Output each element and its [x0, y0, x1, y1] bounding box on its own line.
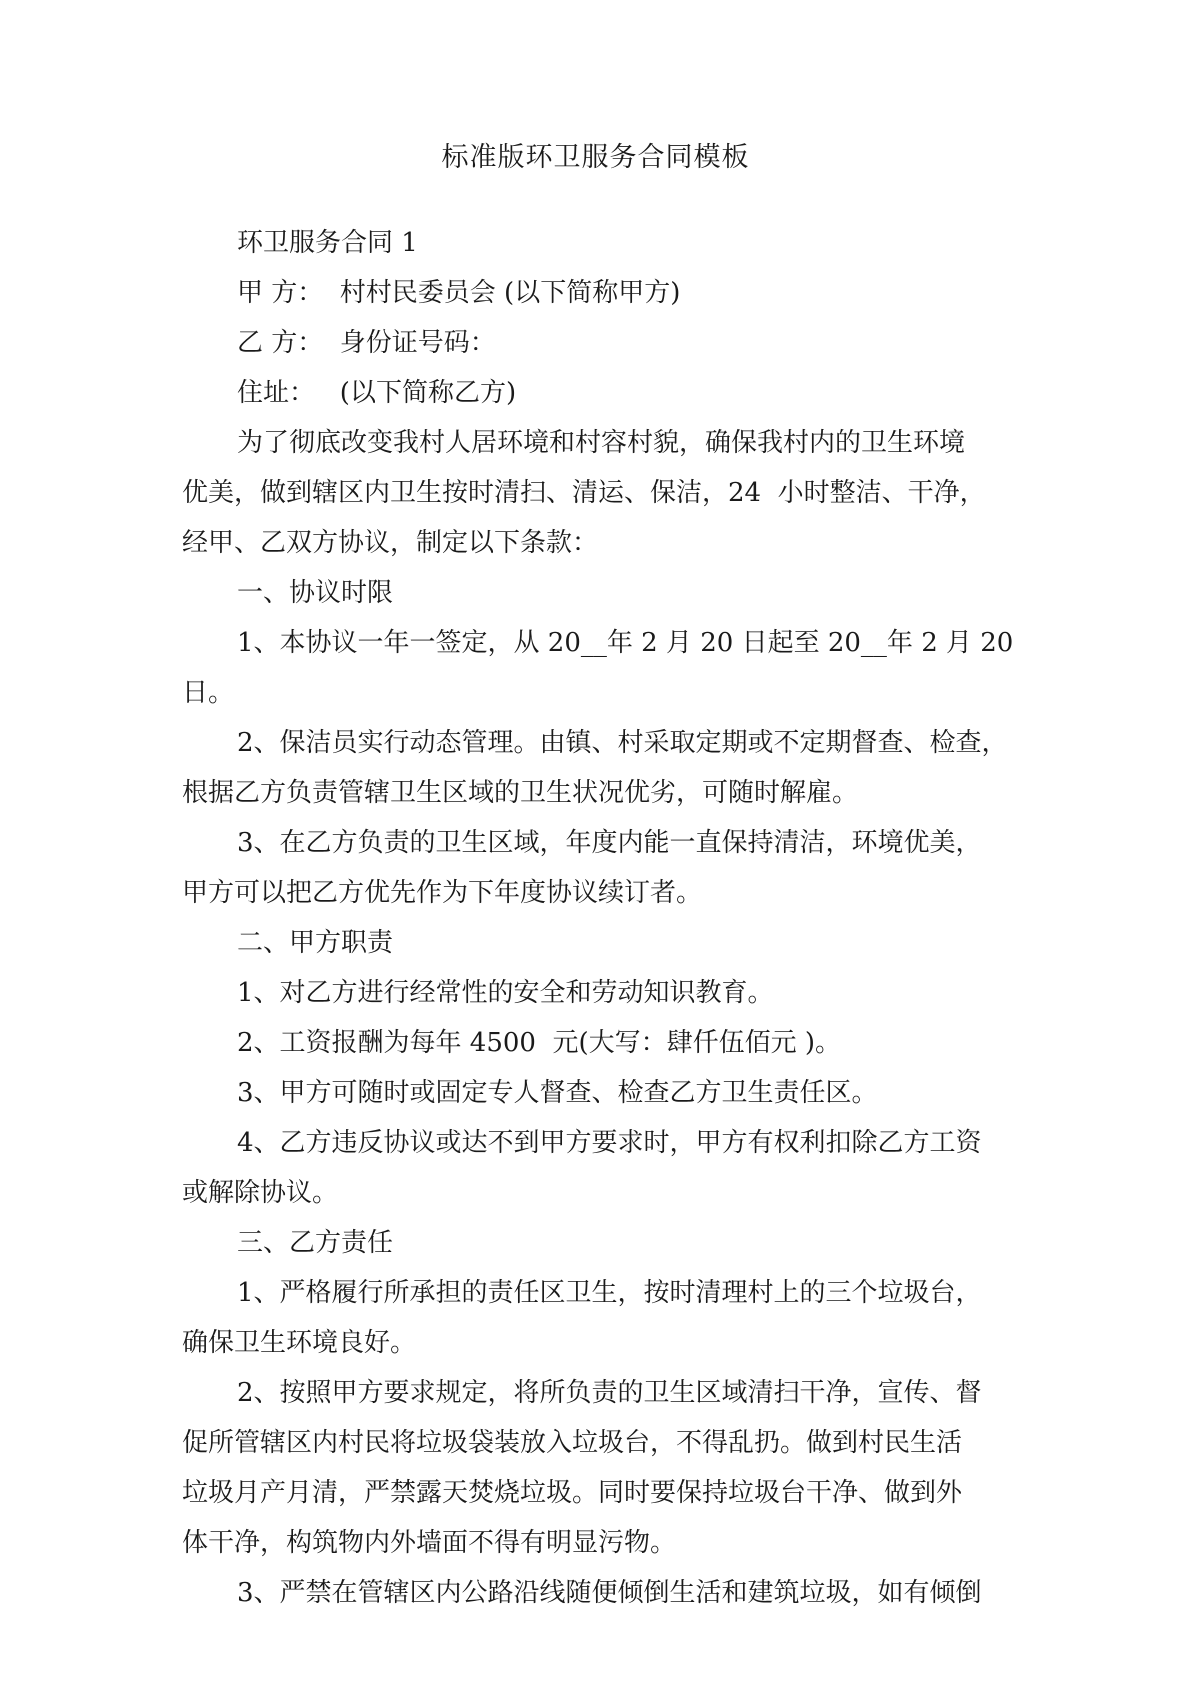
body-line: 或解除协议。: [182, 1178, 339, 1208]
body-line: 住址： (以下简称乙方): [237, 378, 517, 408]
body-line: 体干净，构筑物内外墙面不得有明显污物。: [182, 1528, 677, 1558]
body-line: 确保卫生环境良好。: [182, 1328, 417, 1358]
body-line: 优美，做到辖区内卫生按时清扫、清运、保洁，24 小时整洁、干净，: [182, 478, 986, 508]
body-line: 4、乙方违反协议或达不到甲方要求时，甲方有权利扣除乙方工资: [237, 1128, 982, 1158]
body-line: 经甲、乙双方协议，制定以下条款：: [182, 528, 599, 558]
body-line: 一、协议时限: [237, 578, 394, 608]
document-title: 标准版环卫服务合同模板: [441, 142, 750, 173]
body-line: 甲 方： 村村民委员会 (以下简称甲方): [237, 278, 681, 308]
body-line: 日。: [182, 678, 235, 708]
body-line: 3、甲方可随时或固定专人督查、检查乙方卫生责任区。: [237, 1078, 878, 1108]
body-line: 环卫服务合同 1: [237, 228, 418, 258]
body-line: 甲方可以把乙方优先作为下年度协议续订者。: [182, 878, 703, 908]
body-line: 3、在乙方负责的卫生区域，年度内能一直保持清洁，环境优美，: [237, 828, 982, 858]
body-line: 二、甲方职责: [237, 928, 394, 958]
body-line: 2、工资报酬为每年 4500 元(大写：肆仟伍佰元 )。: [237, 1028, 842, 1058]
body-line: 2、保洁员实行动态管理。由镇、村采取定期或不定期督查、检查，: [237, 728, 1008, 758]
body-line: 2、按照甲方要求规定，将所负责的卫生区域清扫干净，宣传、督: [237, 1378, 982, 1408]
body-line: 促所管辖区内村民将垃圾袋装放入垃圾台，不得乱扔。做到村民生活: [182, 1428, 963, 1458]
body-line: 1、对乙方进行经常性的安全和劳动知识教育。: [237, 978, 774, 1008]
body-line: 乙 方： 身份证号码：: [237, 328, 496, 358]
body-line: 1、本协议一年一签定，从 20__年 2 月 20 日起至 20__年 2 月 20: [237, 628, 1014, 658]
body-line: 根据乙方负责管辖卫生区域的卫生状况优劣，可随时解雇。: [182, 778, 859, 808]
body-line: 1、严格履行所承担的责任区卫生，按时清理村上的三个垃圾台，: [237, 1278, 982, 1308]
document-body: [182, 218, 1022, 1618]
body-line: 三、乙方责任: [237, 1228, 394, 1258]
body-line: 为了彻底改变我村人居环境和村容村貌，确保我村内的卫生环境: [237, 428, 966, 458]
body-line: 垃圾月产月清，严禁露天焚烧垃圾。同时要保持垃圾台干净、做到外: [182, 1478, 963, 1508]
body-line: 3、严禁在管辖区内公路沿线随便倾倒生活和建筑垃圾，如有倾倒: [237, 1578, 982, 1608]
